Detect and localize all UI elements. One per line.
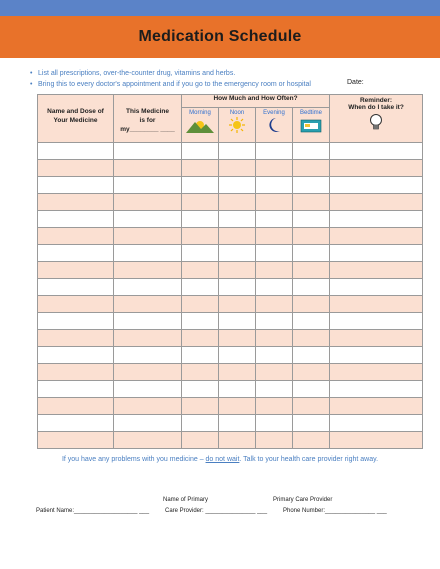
table-cell[interactable]: [219, 347, 256, 364]
table-cell[interactable]: [293, 415, 330, 432]
table-cell[interactable]: [114, 364, 182, 381]
medication-table: [37, 94, 423, 449]
title-banner: [0, 16, 440, 58]
bed-icon: [299, 116, 323, 134]
table-cell[interactable]: [293, 432, 330, 449]
table-row: [38, 177, 423, 194]
table-cell[interactable]: [219, 364, 256, 381]
table-cell[interactable]: [219, 296, 256, 313]
table-cell[interactable]: [293, 262, 330, 279]
table-cell[interactable]: [38, 279, 114, 296]
table-cell[interactable]: [182, 160, 219, 177]
table-row: [38, 415, 423, 432]
table-cell[interactable]: [256, 245, 293, 262]
table-cell[interactable]: [114, 347, 182, 364]
table-cell[interactable]: [293, 245, 330, 262]
table-cell[interactable]: [256, 228, 293, 245]
date-label: Date:: [347, 79, 364, 86]
table-cell[interactable]: [182, 194, 219, 211]
table-cell[interactable]: [330, 313, 423, 330]
header-medicine-for: This Medicine is for my________ ____: [114, 95, 182, 143]
table-cell[interactable]: [219, 381, 256, 398]
table-cell[interactable]: [219, 194, 256, 211]
table-cell[interactable]: [256, 381, 293, 398]
table-cell[interactable]: [114, 177, 182, 194]
primary-provider-label-top: Name of Primary: [163, 497, 209, 503]
table-cell[interactable]: [330, 296, 423, 313]
table-cell[interactable]: [256, 143, 293, 160]
table-cell[interactable]: [256, 364, 293, 381]
table-cell[interactable]: [38, 262, 114, 279]
table-cell[interactable]: [114, 296, 182, 313]
table-row: [38, 194, 423, 211]
table-cell[interactable]: [219, 177, 256, 194]
table-row: [38, 432, 423, 449]
table-row: [38, 330, 423, 347]
sun-icon: [226, 116, 248, 134]
table-cell[interactable]: [330, 194, 423, 211]
table-cell[interactable]: [38, 432, 114, 449]
table-cell[interactable]: [38, 415, 114, 432]
table-cell[interactable]: [330, 228, 423, 245]
table-cell[interactable]: [219, 143, 256, 160]
lightbulb-icon: [369, 113, 383, 133]
do-not-wait-text: do not wait: [205, 456, 240, 463]
header-medicine-name: Name and Dose of Your Medicine: [38, 95, 114, 143]
table-cell[interactable]: [330, 262, 423, 279]
table-cell[interactable]: [219, 228, 256, 245]
table-cell[interactable]: [293, 347, 330, 364]
table-cell[interactable]: [114, 313, 182, 330]
table-cell[interactable]: [38, 330, 114, 347]
table-cell[interactable]: [293, 381, 330, 398]
header-evening: Evening: [256, 108, 293, 143]
table-cell[interactable]: [114, 432, 182, 449]
table-cell[interactable]: [330, 177, 423, 194]
table-cell[interactable]: [256, 296, 293, 313]
table-cell[interactable]: [219, 398, 256, 415]
table-cell[interactable]: [182, 279, 219, 296]
table-cell[interactable]: [293, 211, 330, 228]
table-cell[interactable]: [38, 296, 114, 313]
table-row: [38, 143, 423, 160]
phone-number-field[interactable]: Phone Number:_______________ ___: [283, 508, 387, 514]
table-cell[interactable]: [293, 364, 330, 381]
table-cell[interactable]: [182, 143, 219, 160]
table-cell[interactable]: [330, 245, 423, 262]
phone-label-top: Primary Care Provider: [273, 497, 333, 503]
mountain-sun-icon: [185, 116, 215, 134]
table-cell[interactable]: [293, 177, 330, 194]
table-cell[interactable]: [38, 313, 114, 330]
table-cell[interactable]: [219, 211, 256, 228]
table-cell[interactable]: [256, 177, 293, 194]
table-cell[interactable]: [38, 347, 114, 364]
table-cell[interactable]: [114, 398, 182, 415]
header-noon: Noon: [219, 108, 256, 143]
table-cell[interactable]: [182, 313, 219, 330]
table-cell[interactable]: [114, 143, 182, 160]
table-cell[interactable]: [293, 398, 330, 415]
table-cell[interactable]: [293, 296, 330, 313]
table-cell[interactable]: [330, 398, 423, 415]
table-cell[interactable]: [293, 330, 330, 347]
table-cell[interactable]: [182, 398, 219, 415]
table-row: [38, 279, 423, 296]
table-cell[interactable]: [38, 160, 114, 177]
table-row: [38, 160, 423, 177]
table-cell[interactable]: [38, 194, 114, 211]
table-cell[interactable]: [256, 398, 293, 415]
table-cell[interactable]: [293, 194, 330, 211]
table-cell[interactable]: [182, 330, 219, 347]
table-cell[interactable]: [256, 330, 293, 347]
table-cell[interactable]: [219, 313, 256, 330]
table-cell[interactable]: [182, 228, 219, 245]
table-cell[interactable]: [114, 194, 182, 211]
page-title: Medication Schedule: [138, 28, 302, 45]
table-cell[interactable]: [219, 330, 256, 347]
bullet-icon: •: [30, 81, 33, 88]
table-cell[interactable]: [182, 364, 219, 381]
table-cell[interactable]: [219, 262, 256, 279]
table-cell[interactable]: [38, 177, 114, 194]
table-cell[interactable]: [38, 245, 114, 262]
header-morning: Morning: [182, 108, 219, 143]
table-cell[interactable]: [182, 381, 219, 398]
instruction-item: • List all prescriptions, over-the-counter drug, vitamins and herbs.: [30, 70, 236, 77]
table-cell[interactable]: [219, 160, 256, 177]
table-cell[interactable]: [256, 313, 293, 330]
table-cell[interactable]: [330, 279, 423, 296]
table-cell[interactable]: [330, 347, 423, 364]
table-cell[interactable]: [219, 279, 256, 296]
moon-icon: [264, 116, 284, 134]
footnote: If you have any problems with you medicine – do not wait. Talk to your health care provider right away.: [61, 456, 379, 463]
table-cell[interactable]: [182, 262, 219, 279]
table-cell[interactable]: [256, 211, 293, 228]
table-row: [38, 347, 423, 364]
table-cell[interactable]: [114, 381, 182, 398]
table-cell[interactable]: [256, 279, 293, 296]
table-row: [38, 296, 423, 313]
table-cell[interactable]: [182, 177, 219, 194]
table-row: [38, 364, 423, 381]
table-cell[interactable]: [182, 415, 219, 432]
table-cell[interactable]: [330, 330, 423, 347]
table-row: [38, 245, 423, 262]
instruction-item: • Bring this to every doctor's appointment and if you go to the emergency room or hospital: [30, 81, 311, 88]
care-provider-field[interactable]: Care Provider: _______________ ___: [165, 508, 268, 514]
table-cell[interactable]: [114, 262, 182, 279]
table-cell[interactable]: [330, 143, 423, 160]
patient-name-field[interactable]: Patient Name:___________________ ___: [36, 508, 150, 514]
table-cell[interactable]: [219, 432, 256, 449]
top-blue-bar: [0, 0, 440, 16]
table-cell[interactable]: [293, 160, 330, 177]
table-cell[interactable]: [293, 279, 330, 296]
table-cell[interactable]: [293, 143, 330, 160]
header-bedtime: Bedtime: [293, 108, 330, 143]
table-cell[interactable]: [114, 228, 182, 245]
table-cell[interactable]: [256, 432, 293, 449]
table-cell[interactable]: [219, 245, 256, 262]
table-cell[interactable]: [330, 381, 423, 398]
table-cell[interactable]: [182, 296, 219, 313]
table-cell[interactable]: [38, 381, 114, 398]
header-reminder: Reminder: When do I take it?: [330, 95, 423, 143]
table-cell[interactable]: [182, 347, 219, 364]
table-cell[interactable]: [330, 160, 423, 177]
table-row: [38, 381, 423, 398]
table-row: [38, 228, 423, 245]
table-cell[interactable]: [293, 313, 330, 330]
table-cell[interactable]: [38, 398, 114, 415]
bullet-icon: •: [30, 70, 33, 77]
table-cell[interactable]: [182, 432, 219, 449]
table-cell[interactable]: [330, 432, 423, 449]
table-cell[interactable]: [182, 245, 219, 262]
table-row: [38, 398, 423, 415]
header-how-much: How Much and How Often?: [182, 95, 330, 108]
table-cell[interactable]: [114, 330, 182, 347]
table-cell[interactable]: [330, 364, 423, 381]
table-cell[interactable]: [114, 245, 182, 262]
table-row: [38, 211, 423, 228]
table-cell[interactable]: [114, 160, 182, 177]
table-cell[interactable]: [38, 211, 114, 228]
table-cell[interactable]: [256, 194, 293, 211]
table-row: [38, 313, 423, 330]
table-cell[interactable]: [114, 415, 182, 432]
table-cell[interactable]: [330, 415, 423, 432]
table-cell[interactable]: [256, 347, 293, 364]
table-cell[interactable]: [256, 262, 293, 279]
table-cell[interactable]: [219, 415, 256, 432]
table-cell[interactable]: [256, 160, 293, 177]
table-cell[interactable]: [38, 364, 114, 381]
table-cell[interactable]: [293, 228, 330, 245]
table-cell[interactable]: [38, 228, 114, 245]
table-cell[interactable]: [114, 279, 182, 296]
table-cell[interactable]: [330, 211, 423, 228]
table-cell[interactable]: [182, 211, 219, 228]
schedule-rows: [38, 143, 423, 449]
table-cell[interactable]: [38, 143, 114, 160]
table-cell[interactable]: [114, 211, 182, 228]
table-row: [38, 262, 423, 279]
table-cell[interactable]: [256, 415, 293, 432]
